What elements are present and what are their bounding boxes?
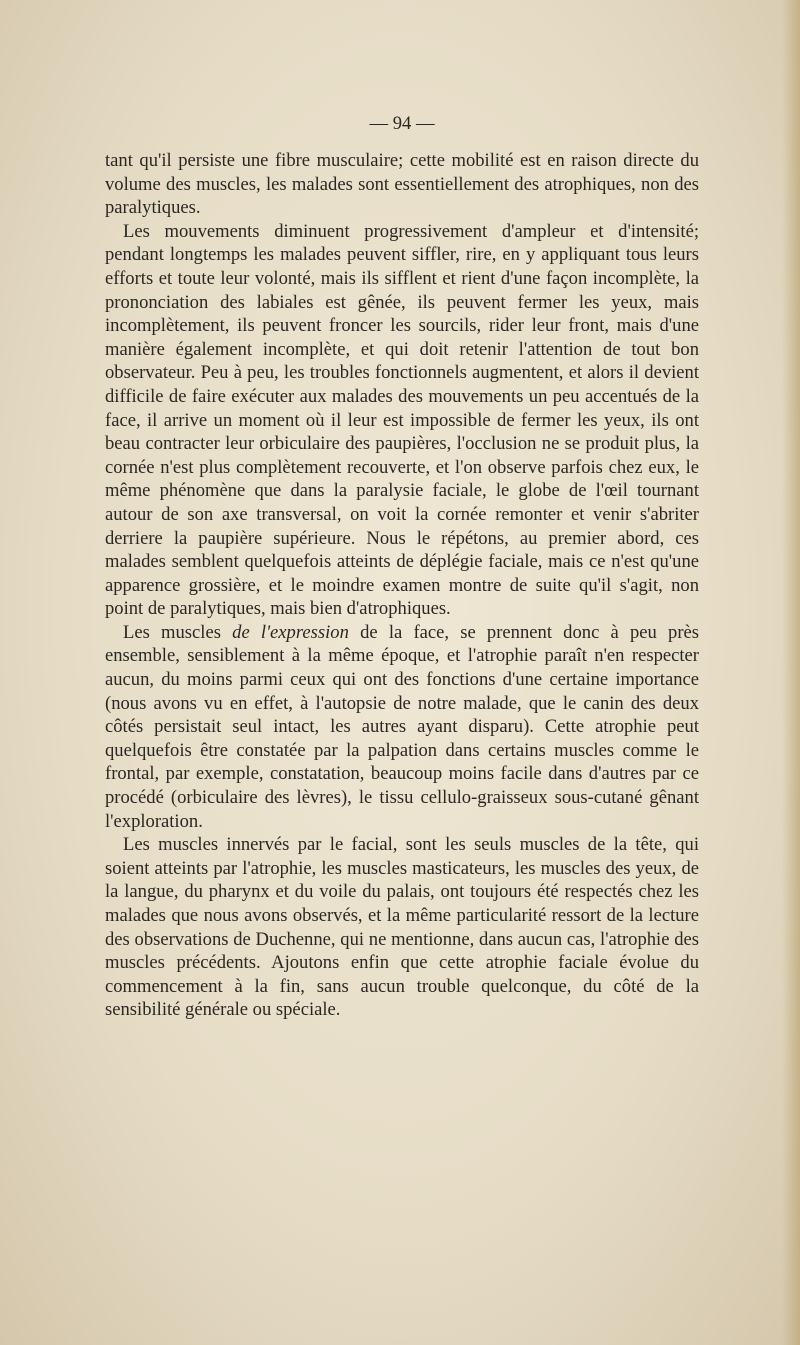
paragraph-expression-rest: de la face, se prennent donc à peu près ensemble, sensiblement à la même époque, et l'atrophie paraît n'en respecter aucun, du moins parmi ceux qui ont des fonctions d'une certaine importance (nous avons vu en effet, à l'autopsie de notre malade, que le canin des deux côtés persistait seul intact, les autres ayant disparu). Cette atrophie peut quelquefois être constatée par la palpation dans certains muscles comme le frontal, par exemple, constatation, beaucoup moins facile dans d'autres par ce procédé (orbiculaire des lèvres), le tissu cellulo-graisseux sous-cutané gênant l'exploration. xyxy=(105,621,699,832)
emphasized-phrase: de l'expression xyxy=(232,621,349,643)
paragraph-mouvements: Les mouvements diminuent progressivement d'ampleur et d'intensité; pendant longtemps les malades peuvent siffler, rire, en y appliquant tous leurs efforts et toute leur volonté, mais ils sifflent et rient d'une façon incomplète, la prononciation des labiales est gênée, ils peuvent fermer les yeux, mais incomplètement, ils peuvent froncer les sourcils, rider leur front, mais d'une manière également incomplète, et qui doit retenir l'attention de tout bon observateur. Peu à peu, les troubles fonctionnels augmentent, et alors il devient difficile de faire exécuter aux malades des mouvements un peu accentués de la face, il arrive un moment où il leur est impossible de fermer les yeux, ils ont beau contracter leur orbiculaire des paupières, l'occlusion ne se produit plus, la cornée n'est plus complètement recouverte, et l'on observe parfois chez eux, le même phénomène que dans la paralysie faciale, le globe de l'œil tournant autour de son axe transversal, on voit la cornée remonter et venir s'abriter derriere la paupière supérieure. Nous le répétons, au premier abord, ces malades semblent quelquefois atteints de déplégie faciale, mais ce n'est qu'une apparence grossière, et le moindre examen montre de suite qu'il s'agit, non point de paralytiques, mais bien d'atrophiques. xyxy=(105,220,699,620)
paragraph-expression xyxy=(105,621,699,833)
page-edge-shadow xyxy=(782,0,800,1345)
paragraph-facial-muscles: Les muscles innervés par le facial, sont les seuls muscles de la tête, qui soient atteints par l'atrophie, les muscles masticateurs, les muscles des yeux, de la langue, du pharynx et du voile du palais, ont toujours été respectés chez les malades que nous avons observés, et la même particularité ressort de la lecture des observations de Duchenne, qui ne mentionne, dans aucun cas, l'atrophie des muscles précédents. Ajoutons enfin que cette atrophie faciale évolue du commencement à la fin, sans aucun trouble quelconque, du côté de la sensibilité générale ou spéciale. xyxy=(105,834,699,1021)
book-page xyxy=(105,112,699,1022)
page-number: — 94 — xyxy=(369,113,435,134)
paragraph-expression-start: Les muscles xyxy=(123,621,233,643)
paragraph-continuation: tant qu'il persiste une fibre musculaire; cette mobilité est en raison directe du volume des muscles, les malades sont essentiellement des atrophiques, non des paralytiques. xyxy=(105,150,699,219)
